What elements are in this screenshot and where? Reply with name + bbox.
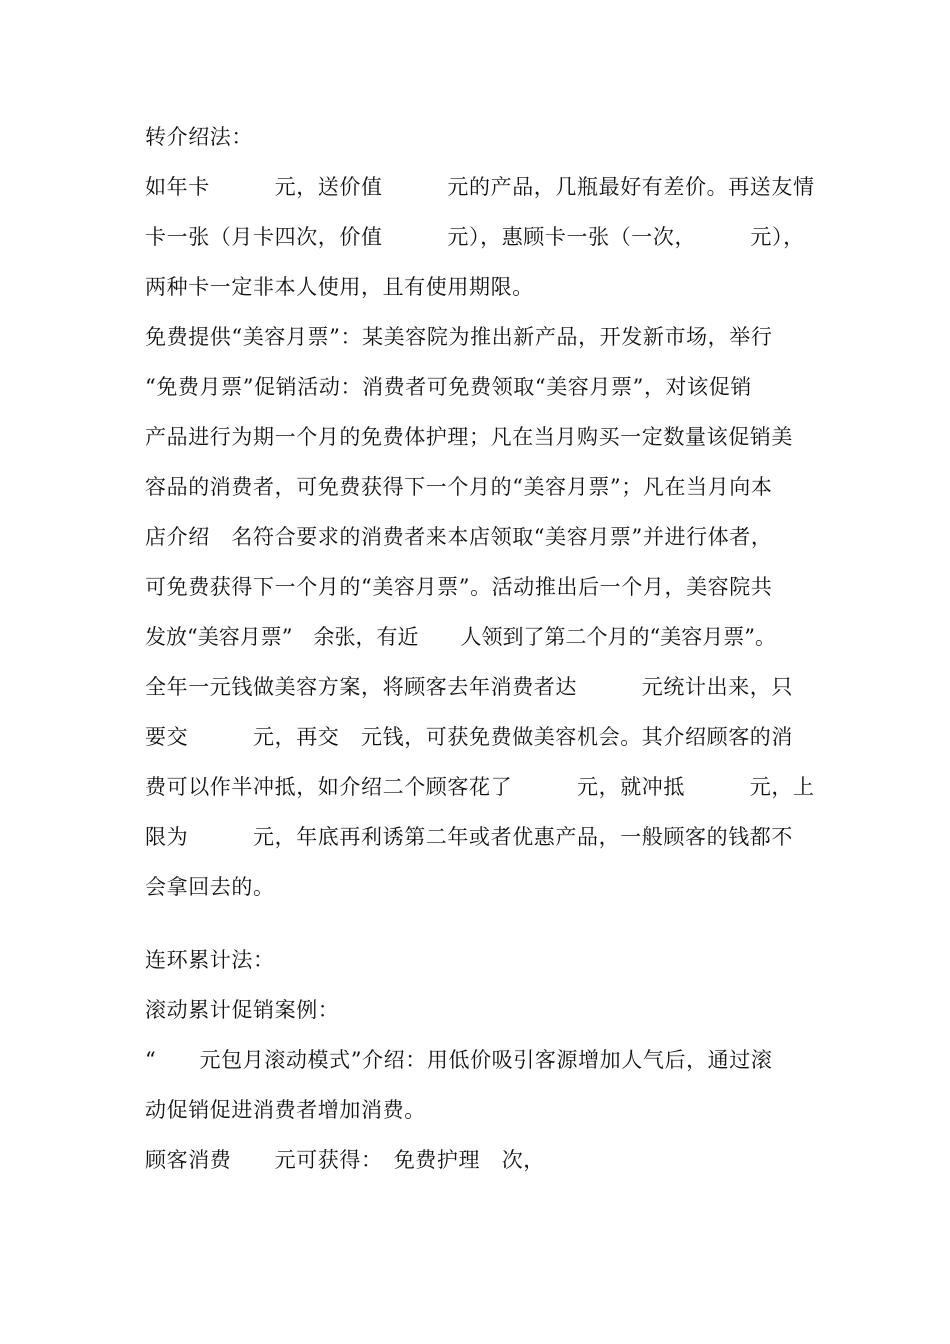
paragraph-line: 店介绍 名符合要求的消费者来本店领取“美容月票”并进行体者，: [145, 525, 773, 549]
paragraph-line: 如年卡 元，送价值 元的产品，几瓶最好有差价。再送友情: [145, 175, 815, 199]
paragraph-line: 免费提供“美容月票”：某美容院为推出新产品，开发新市场，举行: [145, 325, 773, 349]
section-heading-chain: 连环累计法：: [145, 948, 275, 972]
paragraph-line: “免费月票”促销活动：消费者可免费领取“美容月票”，对该促销: [145, 375, 752, 399]
paragraph-line: 会拿回去的。: [145, 875, 275, 899]
paragraph-line: 动促销促进消费者增加消费。: [145, 1098, 426, 1122]
paragraph-line: 全年一元钱做美容方案，将顾客去年消费者达 元统计出来，只: [145, 675, 793, 699]
paragraph-line: 发放“美容月票” 余张，有近 人领到了第二个月的“美容月票”。: [145, 625, 776, 649]
paragraph-line: 产品进行为期一个月的免费体护理；凡在当月购买一定数量该促销美: [145, 425, 793, 449]
paragraph-line: 要交 元，再交 元钱，可获免费做美容机会。其介绍顾客的消: [145, 725, 793, 749]
paragraph-line: 顾客消费 元可获得： 免费护理 次，: [145, 1148, 545, 1172]
paragraph-line: 卡一张（月卡四次，价值 元），惠顾卡一张（一次， 元），: [145, 225, 805, 249]
paragraph-line: “ 元包月滚动模式”介绍：用低价吸引客源增加人气后，通过滚: [145, 1048, 773, 1072]
paragraph-line: 两种卡一定非本人使用，且有使用期限。: [145, 275, 534, 299]
paragraph-line: 费可以作半冲抵，如介绍二个顾客花了 元，就冲抵 元，上: [145, 775, 815, 799]
paragraph-line: 容品的消费者，可免费获得下一个月的“美容月票”；凡在当月向本: [145, 475, 773, 499]
subheading-rolling-case: 滚动累计促销案例：: [145, 998, 340, 1022]
section-heading-referral: 转介绍法：: [145, 125, 253, 149]
paragraph-line: 限为 元，年底再利诱第二年或者优惠产品，一般顾客的钱都不: [145, 825, 793, 849]
paragraph-line: 可免费获得下一个月的“美容月票”。活动推出后一个月，美容院共: [145, 575, 773, 599]
